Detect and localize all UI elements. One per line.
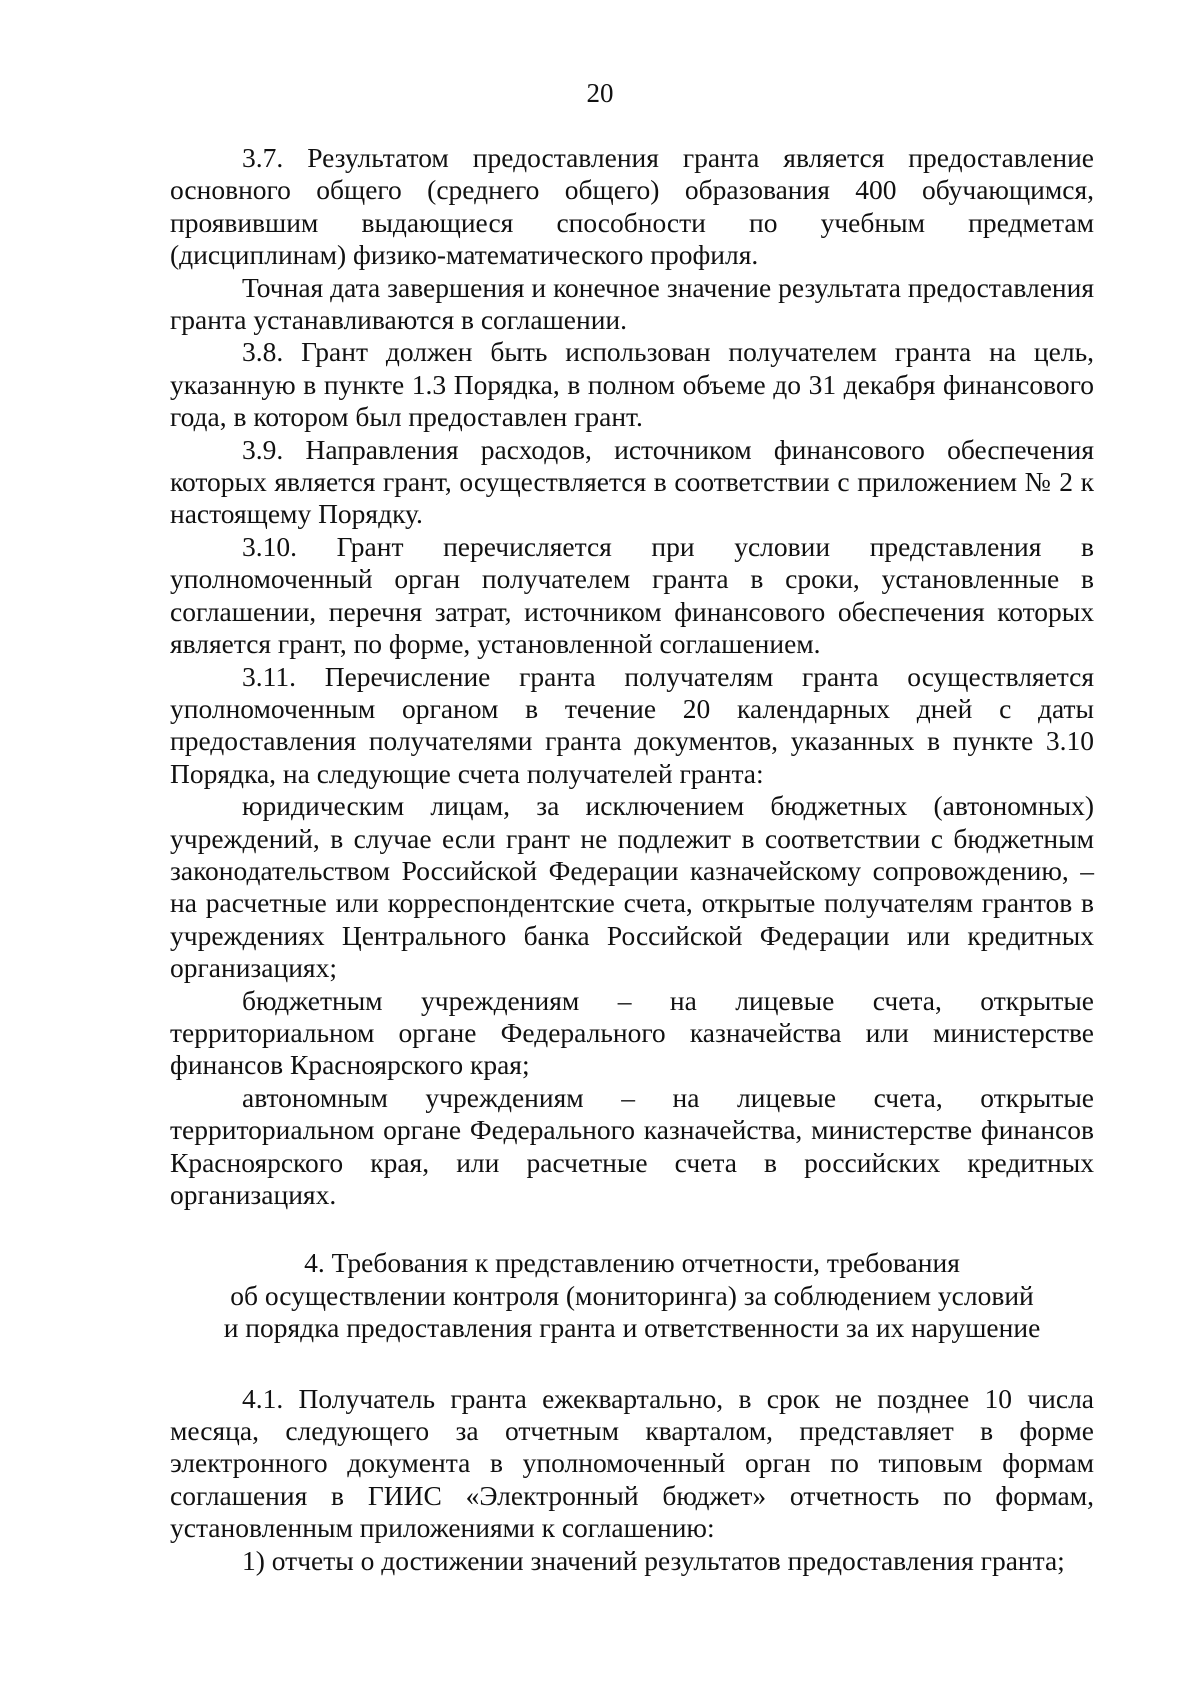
paragraph-3-7: 3.7. Результатом предоставления гранта является предоставление основного общего (среднего общего) образования 400 обучающимся, проявившим выдающиеся способности по учебным предметам (дисциплинам) физико-математического профиля. bbox=[170, 142, 1094, 271]
section-4-heading bbox=[170, 1247, 1094, 1344]
paragraph-3-7-date: Точная дата завершения и конечное значение результата предоставления гранта устанавливаются в соглашении. bbox=[170, 271, 1094, 336]
document-body bbox=[170, 142, 1094, 1577]
section-heading-line: 4. Требования к представлению отчетности, требования bbox=[304, 1247, 960, 1279]
page-number: 20 bbox=[586, 78, 614, 108]
paragraph-4-1-item-1: 1) отчеты о достижении значений результатов предоставления гранта; bbox=[242, 1544, 1065, 1576]
paragraph-3-11: 3.11. Перечисление гранта получателям гранта осуществляется уполномоченным органом в течение 20 календарных дней с даты предоставления получателями гранта документов, указанных в пункте 3.10 Порядка, на следующие счета получателей гранта: bbox=[170, 660, 1094, 789]
section-heading-line: и порядка предоставления гранта и ответственности за их нарушение bbox=[223, 1312, 1041, 1344]
paragraph-legal-entities: юридическим лицам, за исключением бюджетных (автономных) учреждений, в случае если грант не подлежит в соответствии с бюджетным законодательством Российской Федерации казначейскому сопровождению, – на расчетные или корреспондентские счета, открытые получателям грантов в учреждениях Центрального банка Российской Федерации или кредитных организациях; bbox=[170, 790, 1094, 984]
paragraph-3-10: 3.10. Грант перечисляется при условии представления в уполномоченный орган получателем гранта в сроки, установленные в соглашении, перечня затрат, источником финансового обеспечения которых является грант, по форме, установленной соглашением. bbox=[170, 530, 1094, 660]
section-heading-line: об осуществлении контроля (мониторинга) за соблюдением условий bbox=[230, 1279, 1034, 1311]
paragraph-autonomous-institutions: автономным учреждениям – на лицевые счета, открытые территориальном органе Федерального казначейства, министерстве финансов Красноярского края, или расчетные счета в российских кредитных организациях. bbox=[170, 1081, 1094, 1210]
paragraph-3-8: 3.8. Грант должен быть использован получателем гранта на цель, указанную в пункте 1.3 Порядка, в полном объеме до 31 декабря финансового года, в котором был предоставлен грант. bbox=[170, 336, 1094, 433]
paragraph-3-9: 3.9. Направления расходов, источником финансового обеспечения которых является грант, осуществляется в соответствии с приложением № 2 к настоящему Порядку. bbox=[170, 433, 1094, 530]
paragraph-4-1: 4.1. Получатель гранта ежеквартально, в срок не позднее 10 числа месяца, следующего за отчетным кварталом, представляет в форме электронного документа в уполномоченный орган по типовым формам соглашения в ГИИС «Электронный бюджет» отчетность по формам, установленным приложениями к соглашению: bbox=[170, 1382, 1094, 1544]
paragraph-budget-institutions: бюджетным учреждениям – на лицевые счета, открытые территориальном органе Федерального казначейства или министерстве финансов Красноярского края; bbox=[170, 984, 1094, 1081]
